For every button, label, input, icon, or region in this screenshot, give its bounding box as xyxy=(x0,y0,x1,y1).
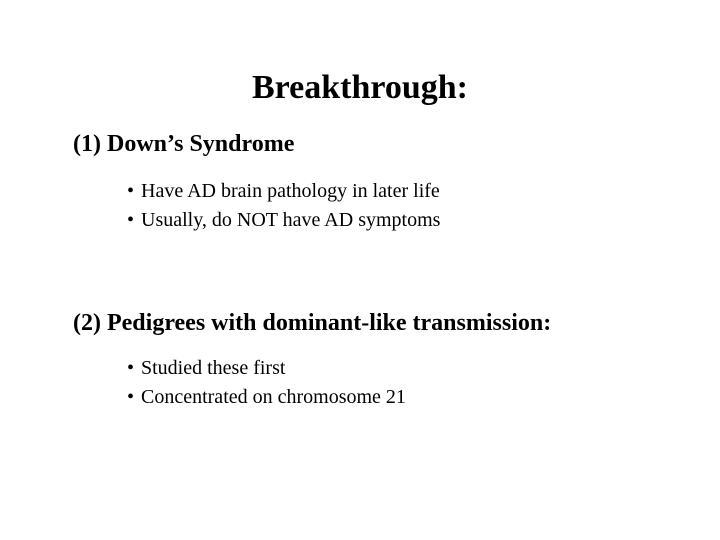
slide-title: Breakthrough: xyxy=(251,69,468,106)
bullet-text: Usually, do NOT have AD symptoms xyxy=(141,209,441,231)
section-heading-pedigrees: (2) Pedigrees with dominant-like transmission: xyxy=(73,310,552,336)
bullet-text: Have AD brain pathology in later life xyxy=(141,180,440,202)
bullet-icon: • xyxy=(127,386,135,408)
bullet-text: Concentrated on chromosome 21 xyxy=(141,386,406,408)
bullet-list-downs-syndrome xyxy=(127,177,440,235)
bullet-item xyxy=(127,383,406,412)
bullet-item xyxy=(127,206,440,235)
bullet-text: Studied these first xyxy=(141,357,286,379)
bullet-icon: • xyxy=(127,357,135,379)
bullet-icon: • xyxy=(127,180,135,202)
bullet-list-pedigrees xyxy=(127,354,406,412)
bullet-item xyxy=(127,177,440,206)
bullet-item xyxy=(127,354,406,383)
section-heading-downs-syndrome: (1) Down’s Syndrome xyxy=(73,131,295,157)
bullet-icon: • xyxy=(127,209,135,231)
